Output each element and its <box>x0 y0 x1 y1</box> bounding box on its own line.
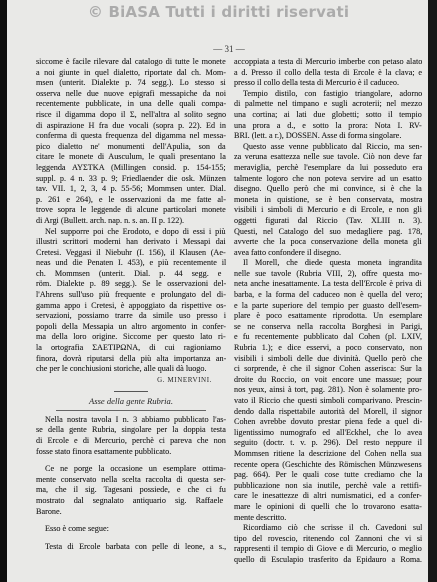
text-line-content: illustri scrittori moderni han derivato i Messapi dai <box>36 237 226 247</box>
text-line <box>36 99 226 110</box>
left-column-section-text <box>36 415 226 553</box>
text-line <box>36 311 226 322</box>
text-line-content: Ricordiamo ciò che scrisse il ch. Cavedoni sul <box>243 523 422 533</box>
text-line-content: se ne conserva nella raccolta Borghesi in Parigi, <box>234 321 422 331</box>
text-line <box>36 507 226 518</box>
text-line <box>36 152 226 163</box>
text-line-content: neta anche inesattamente. La testa dell'Ercole è priva di <box>234 279 422 289</box>
text-line-content: presso il collo della testa di Mercurio è il caduceo. <box>234 78 400 88</box>
text-line <box>36 142 226 153</box>
text-line <box>234 343 422 354</box>
text-line-content: di aspirazione H fra due vocali (sopra p. 22). Ed in <box>36 120 226 130</box>
text-line <box>234 534 422 545</box>
text-line <box>234 269 422 280</box>
text-line-content: a noi giunte in quel dialetto, riportate dal ch. Mom- <box>36 67 226 77</box>
separator-rule <box>56 410 206 411</box>
text-line <box>234 513 422 524</box>
text-line-content: visibili i simboli delle due divinità. Quello però che <box>234 353 422 363</box>
text-line-content: pag. 664). Per le quali cose tutte crediamo che la <box>234 470 422 480</box>
text-line <box>234 258 422 269</box>
text-line <box>234 237 422 248</box>
text-line <box>234 227 422 238</box>
text-line <box>234 396 422 407</box>
text-line-content: tav. VII. 1, 2, 3, 4 p. 55-56; Mommsen unter. Dial. <box>36 184 226 194</box>
text-line <box>36 216 226 227</box>
text-line <box>234 364 422 375</box>
left-column-text <box>36 57 226 375</box>
text-line-content: avverte che la poca conservazione della moneta gli <box>234 237 422 247</box>
text-line-content: una prora a d., e sotto la prora: Nota I. RV- <box>234 120 422 130</box>
text-line-content: ch. Mommsen (unterit. Dial. p. 44 segg. e <box>36 268 222 278</box>
text-line-content: Il Morell, che diede questa moneta ingrandita <box>243 258 422 268</box>
text-line <box>234 142 422 153</box>
text-line-content: di palmette nel timpano e sugli acroterii; nel mezzo <box>234 99 422 109</box>
text-line <box>234 470 422 481</box>
text-line <box>36 447 226 458</box>
text-line <box>234 311 422 322</box>
text-line <box>234 322 422 333</box>
text-line <box>36 322 226 333</box>
page-number: — 31 — <box>213 44 245 54</box>
text-line-content: moneta in quistione, se è ben conservata, mostra <box>234 194 422 204</box>
text-line-content: trove sopra le leggende di alcune particolari monete <box>36 205 226 215</box>
text-line <box>234 279 422 290</box>
text-line <box>36 464 226 475</box>
text-line <box>36 436 226 447</box>
text-line-content: vato il Riccio che questi simboli comparivano. Prescin- <box>234 396 422 405</box>
signature: G. MINERVINI. <box>157 375 212 384</box>
text-line <box>234 375 422 386</box>
text-line-content: di Ercole e di Mercurio, perchè ci pareva che non <box>36 436 226 445</box>
text-line <box>234 57 422 68</box>
text-line-content: ma della loro origine. Siccome per questo lato ri- <box>36 332 226 342</box>
text-line-content: Barone. <box>36 506 62 516</box>
text-line <box>36 332 226 343</box>
text-line-content: di Argi (Bullett. arch. nap. n. s. an. II p. 122). <box>36 215 185 225</box>
text-line <box>36 343 226 354</box>
text-line <box>36 354 226 365</box>
text-line <box>36 237 226 248</box>
text-line-content: Cretesi. Veggasi il Niebuhr (I. 156), il Klausen (Ae- <box>36 247 226 257</box>
text-line <box>234 438 422 449</box>
text-line-content: Cohen avrebbe dovuto prestar piena fede a quel di- <box>234 417 422 427</box>
text-line-content: recentemente pubblicate, in una delle quali compa- <box>36 99 226 109</box>
text-line-content: Testa di Ercole barbata con pelle di leone, a s., <box>45 541 226 551</box>
text-line-content: ci sorprende, è che il signor Cohen asserisca: Sur la <box>234 364 422 374</box>
text-line-content: BRI. (lett. a r.), DOSSEN. Asse di forma singolare. <box>234 131 402 141</box>
text-line <box>36 205 226 216</box>
text-line-content: osserva nelle due nuove epigrafi messapiche da noi <box>36 88 226 98</box>
text-line <box>234 184 422 195</box>
text-line <box>36 415 226 426</box>
text-line <box>36 496 226 507</box>
text-line-content: leggenda AYΣTKA (Millingen consid. p. 154-155; <box>36 162 226 172</box>
text-line <box>36 248 226 259</box>
text-line-content: conferma di questa frequenza del digamma nel messa- <box>36 131 226 141</box>
text-line-content: disegno. Quello però che mi convince, si è che la <box>234 184 422 194</box>
text-line-content: tipo del rovescio, ritenendo col Zannoni che vi si <box>234 533 422 543</box>
text-line-content: visibili i simboli di Mercurio e di Ercole, e non gli <box>234 205 422 215</box>
text-line <box>234 89 422 100</box>
text-line <box>234 301 422 312</box>
text-line-content: Rubria 1.); e dice esservi, a poco conservato, non <box>234 343 422 353</box>
right-column <box>234 57 422 566</box>
text-line-content: Questi, nel Catalogo del suo medagliere pag. 178, <box>234 226 422 236</box>
text-line-content: za veruna esattezza nelle sue tavole. Ciò non deve far <box>234 152 422 162</box>
text-line-content: risce il digamma dopo il Σ, nell'altra al solito segno <box>36 109 226 119</box>
text-line-content: mente conservato nella scelta raccolta di questa ser- <box>36 474 226 484</box>
text-line <box>234 417 422 428</box>
text-line <box>36 485 226 496</box>
text-line <box>36 290 226 301</box>
text-line <box>36 68 226 79</box>
text-line-content: ma, che il sig. Tagesani possiede, e che ci fu <box>36 485 226 495</box>
text-line <box>36 524 226 535</box>
text-line <box>234 555 422 566</box>
text-line-content: nos yeux, ainsi à tort, pag. 281). Non è solamente pro- <box>234 385 422 395</box>
text-line <box>234 121 422 132</box>
text-line-content: Ce ne porge la occasione un esemplare ottima- <box>45 464 226 474</box>
text-line <box>234 460 422 471</box>
text-line-content: Nella nostra tavola I n. 3 abbiamo pubblicato l'as- <box>45 414 226 424</box>
text-line-content: mare le opinioni di quelli che lo trovarono esatta- <box>234 501 422 511</box>
text-line-content: Esso è come segue: <box>45 524 109 534</box>
text-line-content: mente descritto. <box>234 512 287 522</box>
text-line-content: mostrato dal segnalato antiquario sig. Raffaele <box>36 495 224 505</box>
text-line-content: servazioni, possiamo trarre da simile uso presso i <box>36 311 226 321</box>
text-line-content: barba, e la forma del caduceo non è quella del vero; <box>234 290 422 300</box>
text-line <box>234 174 422 185</box>
text-line <box>36 174 226 185</box>
text-line-content: la ortografia ΣΑΕΤΙΡΩΝΑ, di cui ragioniamo <box>36 343 221 353</box>
text-line-content: fosse stato finora esattamente pubblicato. <box>36 446 172 456</box>
text-line-content: Tempio distilo, con fastigio triangolare, adorno <box>243 88 422 98</box>
text-line <box>234 195 422 206</box>
text-line <box>36 542 226 553</box>
text-line-content: e la parte superiore del tempio per guasto dell'esem- <box>234 300 422 310</box>
text-line <box>234 78 422 89</box>
text-line-content: oggetti figurati dal Riccio (Tav. XLIII n. 3). <box>234 215 422 225</box>
text-line <box>36 475 226 486</box>
text-line-content: l'Ahrens sull'uso più frequente e prolungato del di- <box>36 290 226 300</box>
text-line-content: röm. Dialekte p. 89 segg.). Se le osservazioni del- <box>36 279 226 289</box>
text-line <box>234 99 422 110</box>
text-line <box>36 258 226 269</box>
text-line-content: citare le monete di Ausculum, le quali presentano la <box>36 152 226 162</box>
text-line <box>36 89 226 100</box>
text-line <box>36 227 226 238</box>
section-title: Asse della gente Rubria. <box>88 395 173 406</box>
right-column-text <box>234 57 422 566</box>
text-line <box>234 523 422 534</box>
text-line <box>36 269 226 280</box>
text-line-content: quello di Esculapio trasferito da Epidauro a Roma. <box>234 554 422 564</box>
text-line-content: p. 261 e 264), e le osservazioni da me fatte al- <box>36 194 226 204</box>
text-line <box>36 195 226 206</box>
text-line-content: plare è poco esattamente riprodotta. Un esemplare <box>234 311 422 321</box>
text-line-content: popoli della Messapia un altro argomento in confer- <box>36 321 226 331</box>
text-line <box>36 184 226 195</box>
text-line <box>234 491 422 502</box>
text-line-content: pico dialetto ne' monumenti dell'Apulia, son da <box>36 141 226 151</box>
text-line <box>234 68 422 79</box>
text-line <box>234 248 422 259</box>
text-line <box>36 301 226 312</box>
scan-edge-left <box>0 0 7 582</box>
text-line <box>234 481 422 492</box>
text-line <box>234 163 422 174</box>
text-line-content: suppl. p. 4 n. 33 p. 9; Friedlaender die osk. Münzen <box>36 173 226 183</box>
text-line-content: che per le conchiusioni storiche, alle quali dà luogo. <box>36 364 207 374</box>
text-line-content: dendo dalla rispettabile autorità del Morell, il signor <box>234 406 422 416</box>
text-line-content: msen (unterit. Dialekte p. 74 segg.). Lo stesso si <box>36 78 226 88</box>
text-line-content: se della gente Rubria, singolare per la doppia testa <box>36 425 226 435</box>
text-line <box>36 279 226 290</box>
text-line <box>234 216 422 227</box>
text-line <box>234 131 422 142</box>
text-line-content: una cortina; ai lati due globetti; sotto il tempio <box>234 109 422 119</box>
text-line-content: ligentissimo numografo ed all'Eckhel, che lo avea <box>234 427 422 437</box>
text-line-content: Nel supporre poi che Erodoto, e dopo di essi i più <box>45 226 226 236</box>
text-line-content: care le inesattezze di altri numismatici, ed a confer- <box>234 491 422 501</box>
text-line <box>36 110 226 121</box>
text-line <box>36 364 226 375</box>
text-line-content: seguito (doctr. t. v. p. 296). Del resto neppure il <box>234 438 422 448</box>
text-line <box>234 544 422 555</box>
text-line-content: meraviglia, perchè l'esemplare da lui posseduto era <box>234 162 422 172</box>
text-line-content: droite du Roccio, on voit encore une massue; pour <box>234 374 422 384</box>
text-line <box>234 407 422 418</box>
text-line <box>234 428 422 439</box>
text-line <box>36 121 226 132</box>
text-line <box>234 290 422 301</box>
text-line <box>234 152 422 163</box>
text-line-content: Questo asse venne pubblicato dal Riccio, ma sen- <box>243 141 422 151</box>
text-line-content: e fu recentemente pubblicato dal Cohen (pl. LXIV, <box>234 332 422 342</box>
text-line <box>36 57 226 68</box>
text-line <box>234 205 422 216</box>
text-line <box>36 163 226 174</box>
left-column <box>36 57 226 552</box>
text-line-content: siccome è facile rilevare dal catalogo di tutte le monete <box>36 57 226 66</box>
text-line <box>234 354 422 365</box>
text-line-content: pubblicazione non sia inutile, perchè vale a rettifi- <box>234 480 422 490</box>
text-line-content: finora, dovrà riputarsi della più alta importanza an- <box>36 353 226 363</box>
text-line <box>234 110 422 121</box>
text-line-content: accoppiata a testa di Mercurio imberbe con petaso alato <box>234 57 422 66</box>
separator-rule <box>114 391 148 392</box>
text-line-content: a d. Presso il collo della testa di Ercole è la clava; e <box>234 67 422 77</box>
text-line-content: recente opera (Geschichte des Römischen Münzwesens <box>234 459 422 469</box>
text-line-content: Mommsen ritiene la descrizione del Cohen nella sua <box>234 448 422 458</box>
text-line <box>234 449 422 460</box>
text-line-content: nelle sue tavole (Rubria VIII, 2), offre questa mo- <box>234 268 422 278</box>
scan-edge-right <box>428 0 437 582</box>
text-line <box>234 385 422 396</box>
text-line <box>36 131 226 142</box>
text-line-content: gamma appo i Cretesi, è appoggiato da rispettive os- <box>36 300 226 310</box>
text-line-content: neas und die Penaten I. 453), e più recentemente il <box>36 258 226 268</box>
watermark: © BiASA Tutti i diritti riservati <box>87 3 350 21</box>
text-line <box>36 78 226 89</box>
text-line-content: talmente logoro che non poteva servire ad un esatto <box>234 173 422 183</box>
text-line <box>234 332 422 343</box>
text-line <box>234 502 422 513</box>
text-line-content: avea fatto confondere il disegno. <box>234 247 342 257</box>
text-line-content: rappresenti il tempio di Giove e di Mercurio, o meglio <box>234 544 422 554</box>
text-line <box>36 425 226 436</box>
